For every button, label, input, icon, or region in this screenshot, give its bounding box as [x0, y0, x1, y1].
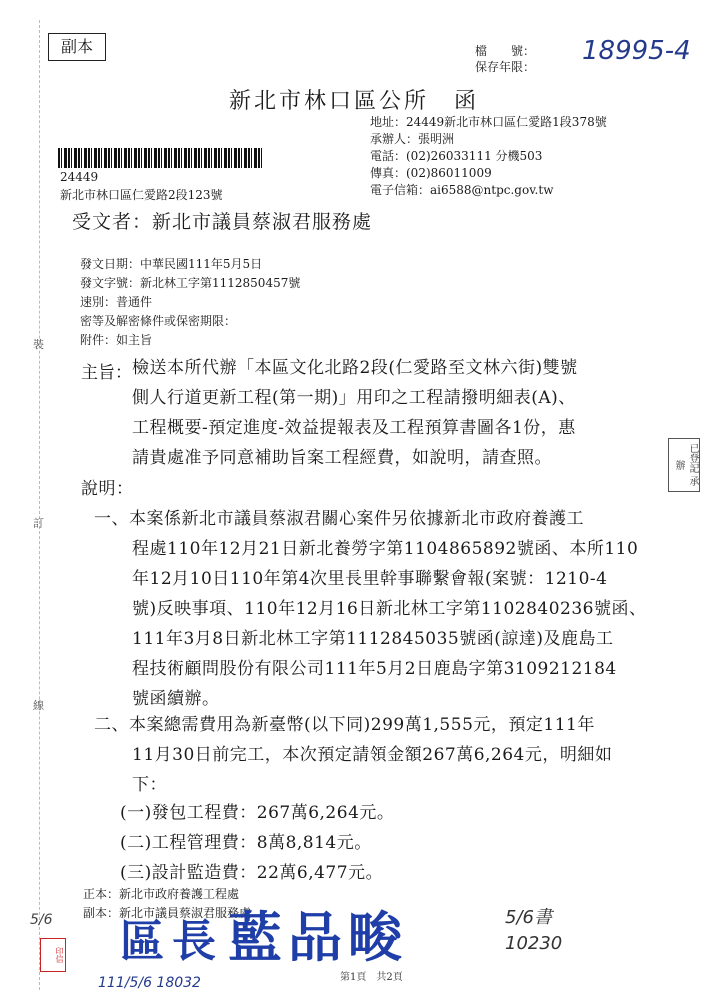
document-title: 新北市林口區公所 函 [228, 89, 479, 114]
explanation-item-2 [94, 710, 612, 800]
retention-label: 保存年限： [475, 60, 536, 74]
signature-title: 區長 [120, 916, 224, 967]
receipt-stamp: 已登記 承辦 [668, 438, 700, 492]
mail-zip: 24449 [60, 170, 99, 184]
page-number: 第1頁 共2頁 [340, 972, 403, 983]
binding-line [39, 20, 40, 990]
handwritten-receipt-note: 111/5/6 18032 [98, 975, 201, 991]
explanation-line: 一、本案係新北市議員蔡淑君關心案件另依據新北市政府養護工 [94, 509, 584, 529]
contact-phone: 電話：(02)26033111 分機503 [370, 149, 543, 163]
subject-line: 檢送本所代辦「本區文化北路2段(仁愛路至文林六街)雙號 [132, 358, 578, 378]
contact-person: 承辦人：張明洲 [370, 132, 455, 146]
contact-fax: 傳真：(02)86011009 [370, 166, 492, 180]
subject-line: 側人行道更新工程(第一期)」用印之工程請撥明細表(A)、 [132, 388, 576, 408]
copy-label: 副本 [48, 33, 106, 61]
postal-barcode [58, 148, 263, 168]
archive-number-label: 檔 號： [475, 44, 536, 58]
handwritten-date: 5/6 [30, 912, 53, 928]
attachments: 附件：如主旨 [80, 333, 153, 347]
subject-label: 主旨： [81, 363, 132, 383]
contact-block [370, 114, 607, 199]
contact-email: 電子信箱：ai6588@ntpc.gov.tw [370, 183, 554, 197]
explanation-line: 程處110年12月21日新北養勞字第1104865892號函、本所110 [132, 539, 639, 559]
explanation-line: 號)反映事項、110年12月16日新北林工字第1102840236號函、 [132, 599, 647, 619]
side-mark-line: 線 [33, 699, 44, 712]
recipient: 受文者：新北市議員蔡淑君服務處 [72, 211, 373, 233]
handwritten-side-note: 5/6書 10230 [505, 907, 563, 954]
confidentiality: 密等及解密條件或保密期限： [80, 314, 237, 328]
side-mark-staple: 訂 [33, 517, 44, 530]
explanation-label: 說明： [81, 479, 134, 499]
copy-recipient: 副本：新北市議員蔡淑君服務處 [83, 906, 252, 920]
subject-line: 請貴處准予同意補助旨案工程經費，如說明，請查照。 [132, 448, 552, 468]
document-number: 發文字號：新北林工字第1112850457號 [80, 276, 301, 290]
mail-address: 新北市林口區仁愛路2段123號 [60, 188, 223, 202]
signature-name: 藍品畯 [228, 905, 408, 969]
explanation-line: 11月30日前完工，本次預定請領金額267萬6,264元，明細如 [132, 745, 613, 765]
subject-text [132, 353, 578, 473]
cost-item: (三)設計監造費：22萬6,477元。 [120, 863, 384, 883]
original-recipient: 正本：新北市政府養護工程處 [83, 887, 240, 901]
explanation-line: 號函續辦。 [132, 689, 220, 709]
cost-item: (一)發包工程費：267萬6,264元。 [120, 803, 395, 823]
cost-details [120, 798, 394, 888]
issue-date: 發文日期：中華民國111年5月5日 [80, 257, 263, 271]
official-seal: 印信 [40, 938, 66, 972]
urgency: 速別：普通件 [80, 295, 153, 309]
contact-address: 地址：24449新北市林口區仁愛路1段378號 [370, 115, 607, 129]
explanation-line: 二、本案總需費用為新臺幣(以下同)299萬1,555元，預定111年 [94, 715, 595, 735]
subject-line: 工程概要-預定進度-效益提報表及工程預算書圖各1份，惠 [132, 418, 576, 438]
cost-item: (二)工程管理費：8萬8,814元。 [120, 833, 372, 853]
explanation-line: 程技術顧問股份有限公司111年5月2日鹿島字第3109212184 [132, 659, 617, 679]
explanation-item-1 [94, 504, 647, 714]
side-mark-bind: 裝 [33, 338, 44, 351]
explanation-line: 111年3月8日新北林工字第1112845035號函(諒達)及鹿島工 [132, 629, 614, 649]
explanation-line: 下： [132, 775, 167, 795]
document-meta [80, 255, 300, 350]
handwritten-archive-number: 18995-4 [582, 36, 691, 66]
explanation-line: 年12月10日110年第4次里長里幹事聯繫會報(案號：1210-4 [132, 569, 608, 589]
